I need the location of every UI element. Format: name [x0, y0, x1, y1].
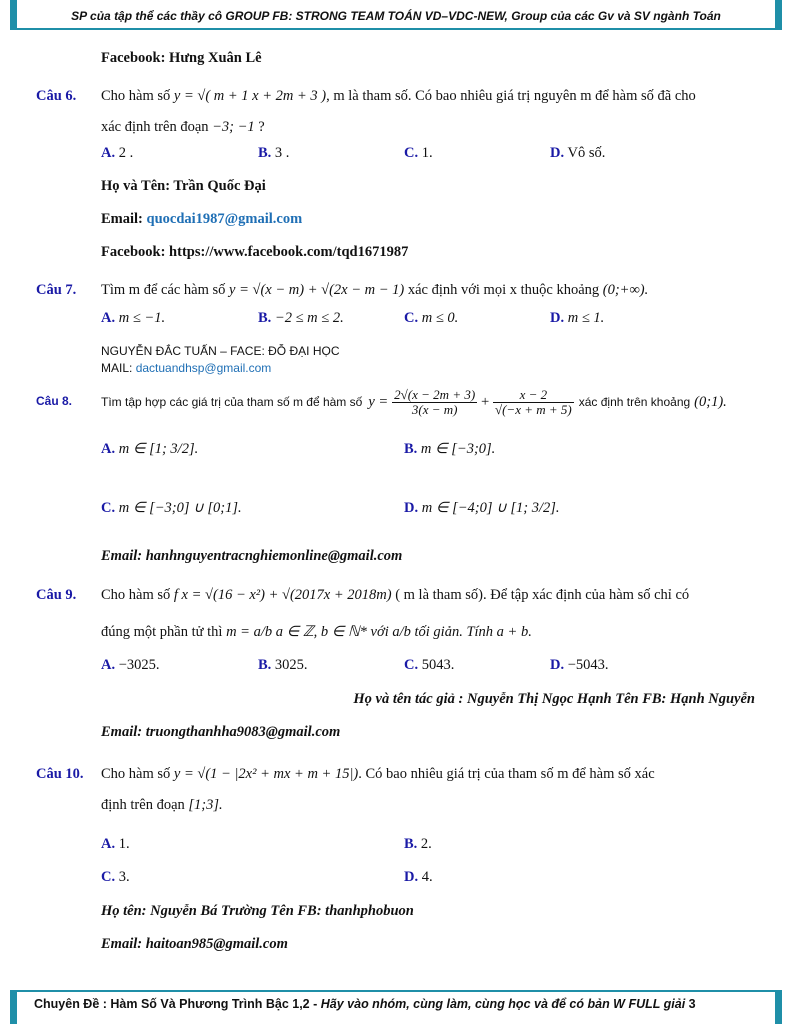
q7-formula: y = √(x − m) + √(2x − m − 1): [229, 282, 405, 298]
q9-label: Câu 9.: [36, 587, 77, 603]
q8-line1: Tìm tập hợp các giá trị của tham số m để hàm số y = $\frac{2√(x - 2m + 3)}{3(x - m)}$ + $\frac{x - 2}{√(-x + m + 5)}$ xác định trên khoảng (0;1).: [101, 386, 727, 417]
q7-interval: (0;+∞).: [602, 282, 649, 298]
q9-option-d[interactable]: D. −5043.: [550, 657, 609, 673]
q8-option-d[interactable]: D. m ∈ [−4;0] ∪ [1; 3/2].: [404, 500, 560, 516]
q8-option-a[interactable]: A. m ∈ [1; 3/2].: [101, 441, 199, 457]
q6-text-c: xác định trên đoạn: [101, 119, 209, 135]
q8-label: Câu 8.: [36, 394, 73, 408]
author5-email: Email: truongthanhha9083@gmail.com: [101, 724, 341, 740]
footer-right-bar: [775, 990, 782, 1024]
q7-option-c[interactable]: C. m ≤ 0.: [404, 310, 459, 326]
footer-text: [34, 997, 696, 1011]
q8-interval: (0;1).: [694, 393, 727, 410]
q10-line2: [101, 797, 223, 814]
q6-option-c[interactable]: C. 1.: [404, 145, 433, 161]
author2-email-label: Email:: [101, 211, 143, 227]
q10-text-b: . Có bao nhiêu giá trị của tham số m để hàm số xác: [358, 766, 655, 782]
q6-text-d: ?: [258, 119, 265, 135]
author3-name: NGUYỄN ĐẮC TUẤN – FACE: ĐỖ ĐẠI HỌC: [101, 344, 340, 358]
q9-option-b[interactable]: B. 3025.: [258, 657, 308, 673]
author4-email: Email: hanhnguyentracnghiemonline@gmail.com: [101, 548, 403, 564]
author3-email-label: MAIL:: [101, 361, 133, 375]
q10-interval: [1;3].: [188, 797, 223, 813]
author6-email: Email: haitoan985@gmail.com: [101, 936, 288, 952]
header-text: SP của tập thể các thầy cô GROUP FB: STRONG TEAM TOÁN VD–VDC-NEW, Group của các Gv và SV ngành Toán: [71, 9, 721, 23]
q6-option-d[interactable]: D. Vô số.: [550, 145, 606, 161]
q9-text-a: Cho hàm số: [101, 587, 171, 603]
q8-option-b[interactable]: B. m ∈ [−3;0].: [404, 441, 496, 457]
q10-option-b[interactable]: B. 2.: [404, 836, 432, 852]
q10-option-c[interactable]: C. 3.: [101, 869, 130, 885]
q8-text-b: xác định trên khoảng: [578, 395, 691, 409]
q6-label: Câu 6.: [36, 88, 77, 104]
author6-name: Họ tên: Nguyễn Bá Trường Tên FB: thanhphobuon: [101, 903, 414, 919]
q7-label: Câu 7.: [36, 282, 77, 298]
q7-line1: [101, 282, 648, 299]
q6-option-a[interactable]: A. 2 .: [101, 145, 134, 161]
q9-option-c[interactable]: C. 5043.: [404, 657, 455, 673]
q7-option-b[interactable]: B. −2 ≤ m ≤ 2.: [258, 310, 344, 326]
q8-option-c[interactable]: C. m ∈ [−3;0] ∪ [0;1].: [101, 500, 242, 516]
q6-line2: [101, 119, 265, 136]
author3-email-line: [101, 361, 271, 375]
q10-text-a: Cho hàm số: [101, 766, 171, 782]
author1-facebook: Facebook: Hưng Xuân Lê: [101, 50, 262, 66]
q8-text-a: Tìm tập hợp các giá trị của tham số m để hàm số: [101, 395, 363, 409]
footer-invite: Hãy vào nhóm, cùng làm, cùng học và để có bản W FULL giải: [320, 997, 686, 1011]
q10-text-c: định trên đoạn: [101, 797, 185, 813]
q9-formula: f x = √(16 − x²) + √(2017x + 2018m): [173, 587, 392, 603]
author2-email-line: [101, 211, 302, 228]
q6-option-b[interactable]: B. 3 .: [258, 145, 290, 161]
q8-fraction-1: $\frac{2√(x - 2m + 3)}{3(x - m)}$: [394, 386, 476, 417]
footer-topic: Chuyên Đề : Hàm Số Và Phương Trình Bậc 1,2 -: [34, 997, 318, 1011]
q9-line2: [101, 624, 532, 641]
q7-option-d[interactable]: D. m ≤ 1.: [550, 310, 605, 326]
page-footer: [10, 990, 782, 1024]
q6-text-a: Cho hàm số: [101, 88, 171, 104]
footer-page-number: 3: [688, 997, 696, 1011]
author5-name: Họ và tên tác giả : Nguyễn Thị Ngọc Hạnh Tên FB: Hạnh Nguyễn: [353, 691, 755, 707]
q6-formula: y = √( m + 1 x + 2m + 3 ): [173, 88, 327, 104]
q9-text-c: đúng một phần tử thì: [101, 624, 223, 640]
author3-email-link[interactable]: dactuandhsp@gmail.com: [135, 361, 272, 375]
author2-facebook: Facebook: https://www.facebook.com/tqd1671987: [101, 244, 409, 260]
q10-formula: y = √(1 − |2x² + mx + m + 15|): [173, 766, 359, 782]
q6-line1: [101, 88, 756, 105]
footer-left-bar: [10, 990, 17, 1024]
q6-text-b: , m là tham số. Có bao nhiêu giá trị nguyên m để hàm số đã cho: [326, 88, 696, 104]
header-left-bar: [10, 0, 17, 30]
header-right-bar: [775, 0, 782, 30]
q7-text-a: Tìm m để các hàm số: [101, 282, 226, 298]
q7-option-a[interactable]: A. m ≤ −1.: [101, 310, 166, 326]
q6-interval: −3; −1: [212, 119, 255, 135]
q8-fraction-2: $\frac{x - 2}{√(-x + m + 5)}$: [494, 386, 572, 417]
q9-line1: [101, 587, 756, 604]
author2-email-link[interactable]: quocdai1987@gmail.com: [146, 211, 303, 227]
author2-name: Họ và Tên: Trần Quốc Đại: [101, 178, 266, 194]
q10-option-a[interactable]: A. 1.: [101, 836, 130, 852]
page-header: [10, 0, 782, 30]
q10-line1: [101, 766, 655, 783]
q9-condition: m = a/b a ∈ ℤ, b ∈ ℕ* với a/b tối giản. Tính a + b.: [226, 624, 532, 640]
q10-label: Câu 10.: [36, 766, 84, 782]
q7-text-b: xác định với mọi x thuộc khoảng: [407, 282, 600, 298]
footer-rule: [17, 990, 775, 992]
q10-option-d[interactable]: D. 4.: [404, 869, 433, 885]
q9-option-a[interactable]: A. −3025.: [101, 657, 160, 673]
q9-text-b: ( m là tham số). Để tập xác định của hàm số chỉ có: [395, 587, 690, 603]
header-rule: [17, 28, 775, 30]
